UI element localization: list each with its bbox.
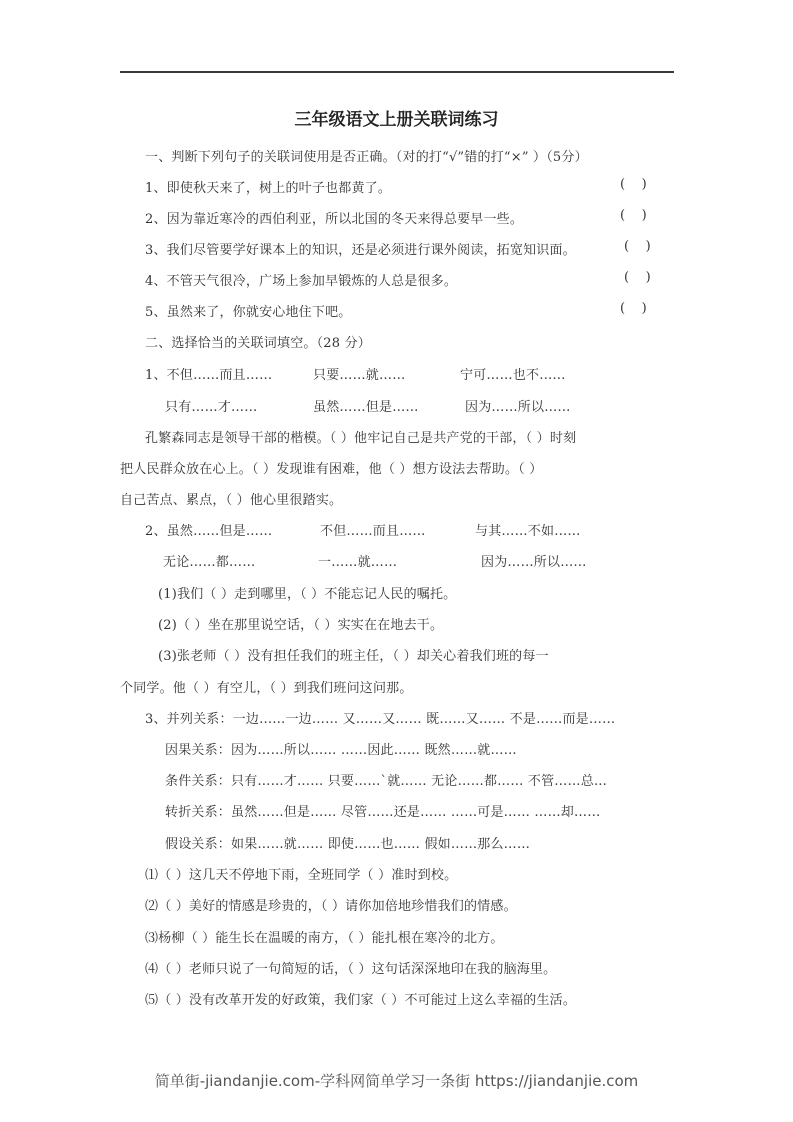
answer-blank-4: ( ) (624, 270, 651, 285)
part2-sentence-1: (1)我们（ ）走到哪里，（ ）不能忘记人民的嘱托。 (158, 587, 457, 602)
passage-line-1: 孔繁森同志是领导干部的楷模。（ ）他牢记自己是共产党的干部，（ ）时刻 (145, 431, 577, 446)
answer-blank-2: ( ) (620, 208, 647, 223)
answer-blank-3: ( ) (624, 239, 651, 254)
part2-option-3: 与其……不如…… (475, 524, 581, 539)
part2-option-1: 2、虽然……但是…… (145, 524, 273, 539)
part3-sentence-5: ⑸（ ）没有改革开发的好政策，我们家（ ）不可能过上这么幸福的生活。 (145, 993, 577, 1008)
part1-option-3: 宁可……也不…… (460, 368, 566, 383)
judge-item-1: 1、即使秋天来了，树上的叶子也都黄了。 (145, 181, 392, 196)
part2-option-6: 因为……所以…… (481, 555, 587, 570)
part1-option-2: 只要……就…… (313, 368, 406, 383)
answer-blank-1: ( ) (620, 177, 647, 192)
part2-option-2: 不但……而且…… (320, 524, 426, 539)
part1-option-6: 因为……所以…… (465, 400, 571, 415)
judge-item-3: 3、我们尽管要学好课本上的知识，还是必须进行课外阅读，拓宽知识面。 (145, 243, 576, 258)
relation-parallel: 3、并列关系：一边……一边…… 又……又…… 既……又…… 不是……而是…… (145, 712, 616, 727)
part1-option-4: 只有……才…… (165, 400, 258, 415)
relation-contrast: 转折关系：虽然……但是…… 尽管……还是…… ……可是…… ……却…… (165, 805, 601, 820)
part2-sentence-2: (2)（ ）坐在那里说空话，（ ）实实在在地去干。 (158, 618, 444, 633)
relation-cause: 因果关系：因为……所以…… ……因此…… 既然……就…… (165, 743, 517, 758)
part1-option-5: 虽然……但是…… (313, 400, 419, 415)
passage-line-2: 把人民群众放在心上。（ ）发现谁有困难，他（ ）想方设法去帮助。（ ） (120, 462, 543, 477)
relation-condition: 条件关系：只有……才…… 只要……`就…… 无论……都…… 不管……总… (165, 774, 608, 789)
judge-item-4: 4、不管天气很冷，广场上参加早锻炼的人总是很多。 (145, 274, 458, 289)
part2-sentence-3a: (3)张老师（ ）没有担任我们的班主任，（ ）却关心着我们班的每一 (158, 649, 549, 664)
footer-watermark: 简单街-jiandanjie.com-学科网简单学习一条街 https://jiandanjie.com (154, 1072, 639, 1090)
part2-option-5: 一……就…… (318, 555, 398, 570)
document-title: 三年级语文上册关联词练习 (294, 110, 499, 130)
part3-sentence-2: ⑵（ ）美好的情感是珍贵的，（ ）请你加倍地珍惜我们的情感。 (145, 899, 517, 914)
part2-sentence-3b: 个同学。他（ ）有空儿，（ ）到我们班问这问那。 (120, 681, 413, 696)
answer-blank-5: ( ) (620, 301, 647, 316)
section2-heading: 二、选择恰当的关联词填空。（28 分） (145, 336, 371, 351)
part3-sentence-3: ⑶杨柳（ ）能生长在温暖的南方，（ ）能扎根在寒冷的北方。 (145, 931, 504, 946)
part2-option-4: 无论……都…… (163, 555, 256, 570)
section1-heading: 一、判断下列句子的关联词使用是否正确。（对的打“√”错的打“×” ）（5分） (145, 150, 588, 165)
judge-item-5: 5、虽然来了，你就安心地住下吧。 (145, 305, 352, 320)
judge-item-2: 2、因为靠近寒冷的西伯利亚，所以北国的冬天来得总要早一些。 (145, 212, 524, 227)
part3-sentence-1: ⑴（ ）这几天不停地下雨，全班同学（ ）准时到校。 (145, 868, 458, 883)
part3-sentence-4: ⑷（ ）老师只说了一句简短的话，（ ）这句话深深地印在我的脑海里。 (145, 962, 557, 977)
relation-hypothesis: 假设关系：如果……就…… 即使……也…… 假如……那么…… (165, 837, 531, 852)
top-rule (120, 71, 674, 73)
passage-line-3: 自己苦点、累点，（ ）他心里很踏实。 (120, 493, 343, 508)
part1-option-1: 1、不但……而且…… (145, 368, 273, 383)
